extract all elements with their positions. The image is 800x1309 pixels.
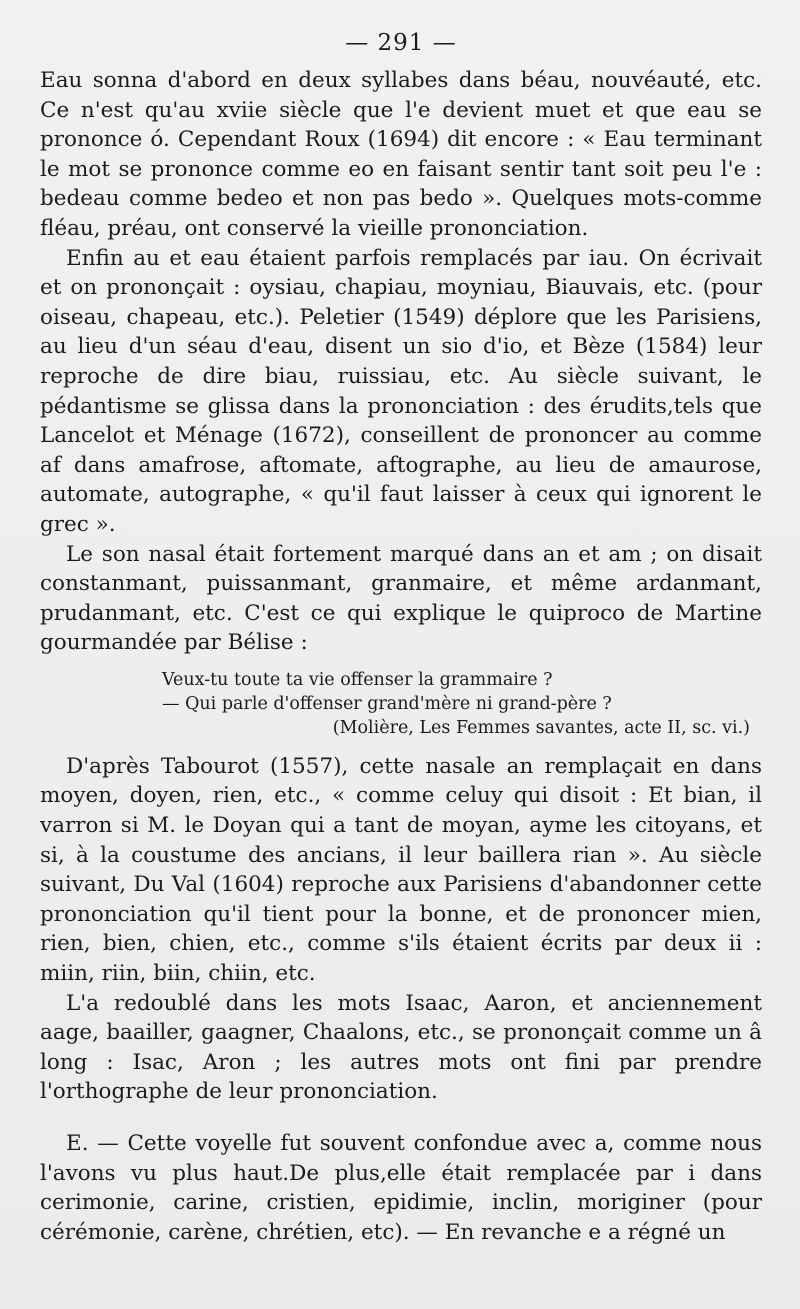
paragraph-iau: Enfin au et eau étaient parfois remplacés par iau. On écrivait et on prononçait : oysiau, chapiau, moyniau, Biauvais, etc. (pour oiseau, chapeau, etc.). Peletier (1549) déplore que les Parisiens, au lieu d'un séau d'eau, disent un sio d'io, et Bèze (1584) leur reproche de dire biau, ruissiau, etc. Au siècle suivant, le pédantisme se glissa dans la prononciation : des érudits,tels que Lancelot et Ménage (1672), conseillent de prononcer au comme af dans amafrose, aftomate, aftographe, au lieu de amaurose, automate, autographe, « qu'il faut laisser à ceux qui ignorent le grec ». [40,245,762,537]
verse-line-2: — Qui parle d'offenser grand'mère ni grand-père ? [162,693,612,714]
paragraph-nasal: Le son nasal était fortement marqué dans an et am ; on disait constanmant, puissanmant, granmaire, et même ardanmant, prudanmant, etc. C'est ce qui explique le quiproco de Martine gourmandée par Bélise : [40,541,762,656]
paragraph-a-redouble: L'a redoublé dans les mots Isaac, Aaron, et anciennement aage, baailler, gaagner, Chaalons, etc., se prononçait comme un â long : Isac, Aron ; les autres mots ont fini par prendre l'orthographe de leur prononciation. [40,990,762,1105]
paragraph-tabourot: D'après Tabourot (1557), cette nasale an remplaçait en dans moyen, doyen, rien, etc., « comme celuy qui disoit : Et bian, il varron si M. le Doyan qui a tant de moyan, ayme les citoyans, et si, à la coustume des ancians, il leur baillera rian ». Au siècle suivant, Du Val (1604) reproche aux Parisiens d'abandonner cette prononciation qu'il tient pour la bonne, et de prononcer mien, rien, bien, chien, etc., comme s'ils étaient écrits par deux ii : miin, riin, biin, chiin, etc. [40,753,762,987]
verse-citation: (Molière, Les Femmes savantes, acte II, sc. vi.) [332,717,750,738]
paragraph-eau: Eau sonna d'abord en deux syllabes dans béau, nouvéauté, etc. Ce n'est qu'au xviie siècle que l'e devient muet et que eau se prononce ó. Cependant Roux (1694) dit encore : « Eau terminant le mot se prononce comme eo en faisant sentir tant soit peu l'e : bedeau comme bedeo et non pas bedo ». Quelques mots-comme fléau, préau, ont conservé la vieille prononciation. [40,68,762,241]
verse-line-1: Veux-tu toute ta vie offenser la grammaire ? [162,669,553,690]
section-gap [40,1107,762,1129]
paragraph-e-section: E. — Cette voyelle fut souvent confondue avec a, comme nous l'avons vu plus haut.De plus,elle était remplacée par i dans cerimonie, carine, cristien, epidimie, inclin, moriginer (pour cérémonie, carène, chrétien, etc). — En revanche e a régné un [40,1131,762,1245]
verse-quote [40,668,762,740]
page-number: — 291 — [345,30,457,56]
